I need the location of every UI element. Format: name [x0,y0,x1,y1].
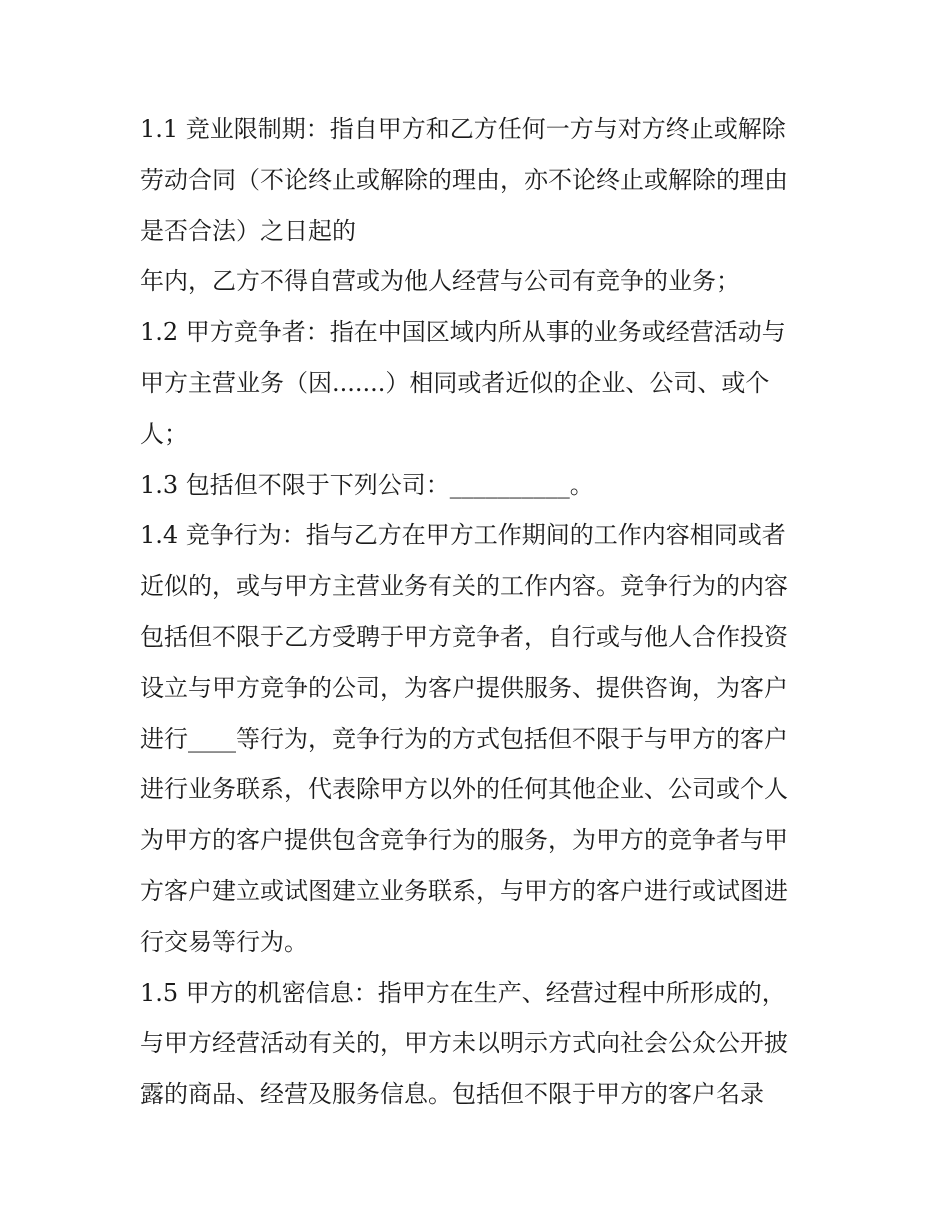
text-line: 行交易等行为。 [140,927,308,956]
text-line: 为甲方的客户提供包含竞争行为的服务，为甲方的竞争者与甲 [140,826,788,855]
text-line: 1.1 竞业限制期：指自甲方和乙方任何一方与对方终止或解除 [140,115,786,143]
text-line: 人； [140,419,188,448]
document-body [140,104,830,1120]
text-line: 方客户建立或试图建立业务联系，与甲方的客户进行或试图进 [140,876,788,905]
text-line: 1.4 竞争行为：指与乙方在甲方工作期间的工作内容相同或者 [140,521,786,550]
text-line: 包括但不限于乙方受聘于甲方竞争者，自行或与他人合作投资 [140,622,788,651]
text-line: 1.5 甲方的机密信息：指甲方在生产、经营过程中所形成的， [140,978,786,1007]
text-line: 近似的，或与甲方主营业务有关的工作内容。竞争行为的内容 [140,572,788,601]
text-line: 进行业务联系，代表除甲方以外的任何其他企业、公司或个人 [140,775,788,804]
text-line: 露的商品、经营及服务信息。包括但不限于甲方的客户名录 [140,1080,764,1109]
text-line: 是否合法）之日起的 [140,216,356,245]
text-line: 年内，乙方不得自营或为他人经营与公司有竞争的业务； [140,267,740,296]
text-line: 设立与甲方竞争的公司，为客户提供服务、提供咨询，为客户 [140,673,788,702]
text-line: 进行____等行为，竞争行为的方式包括但不限于与甲方的客户 [140,724,788,753]
text-line: 甲方主营业务（因.......）相同或者近似的企业、公司、或个 [140,368,770,397]
text-line: 与甲方经营活动有关的，甲方未以明示方式向社会公众公开披 [140,1029,788,1058]
text-line: 1.3 包括但不限于下列公司：__________。 [140,470,594,499]
text-line: 劳动合同（不论终止或解除的理由，亦不论终止或解除的理由 [140,165,788,194]
text-line: 1.2 甲方竞争者：指在中国区域内所从事的业务或经营活动与 [140,318,786,347]
